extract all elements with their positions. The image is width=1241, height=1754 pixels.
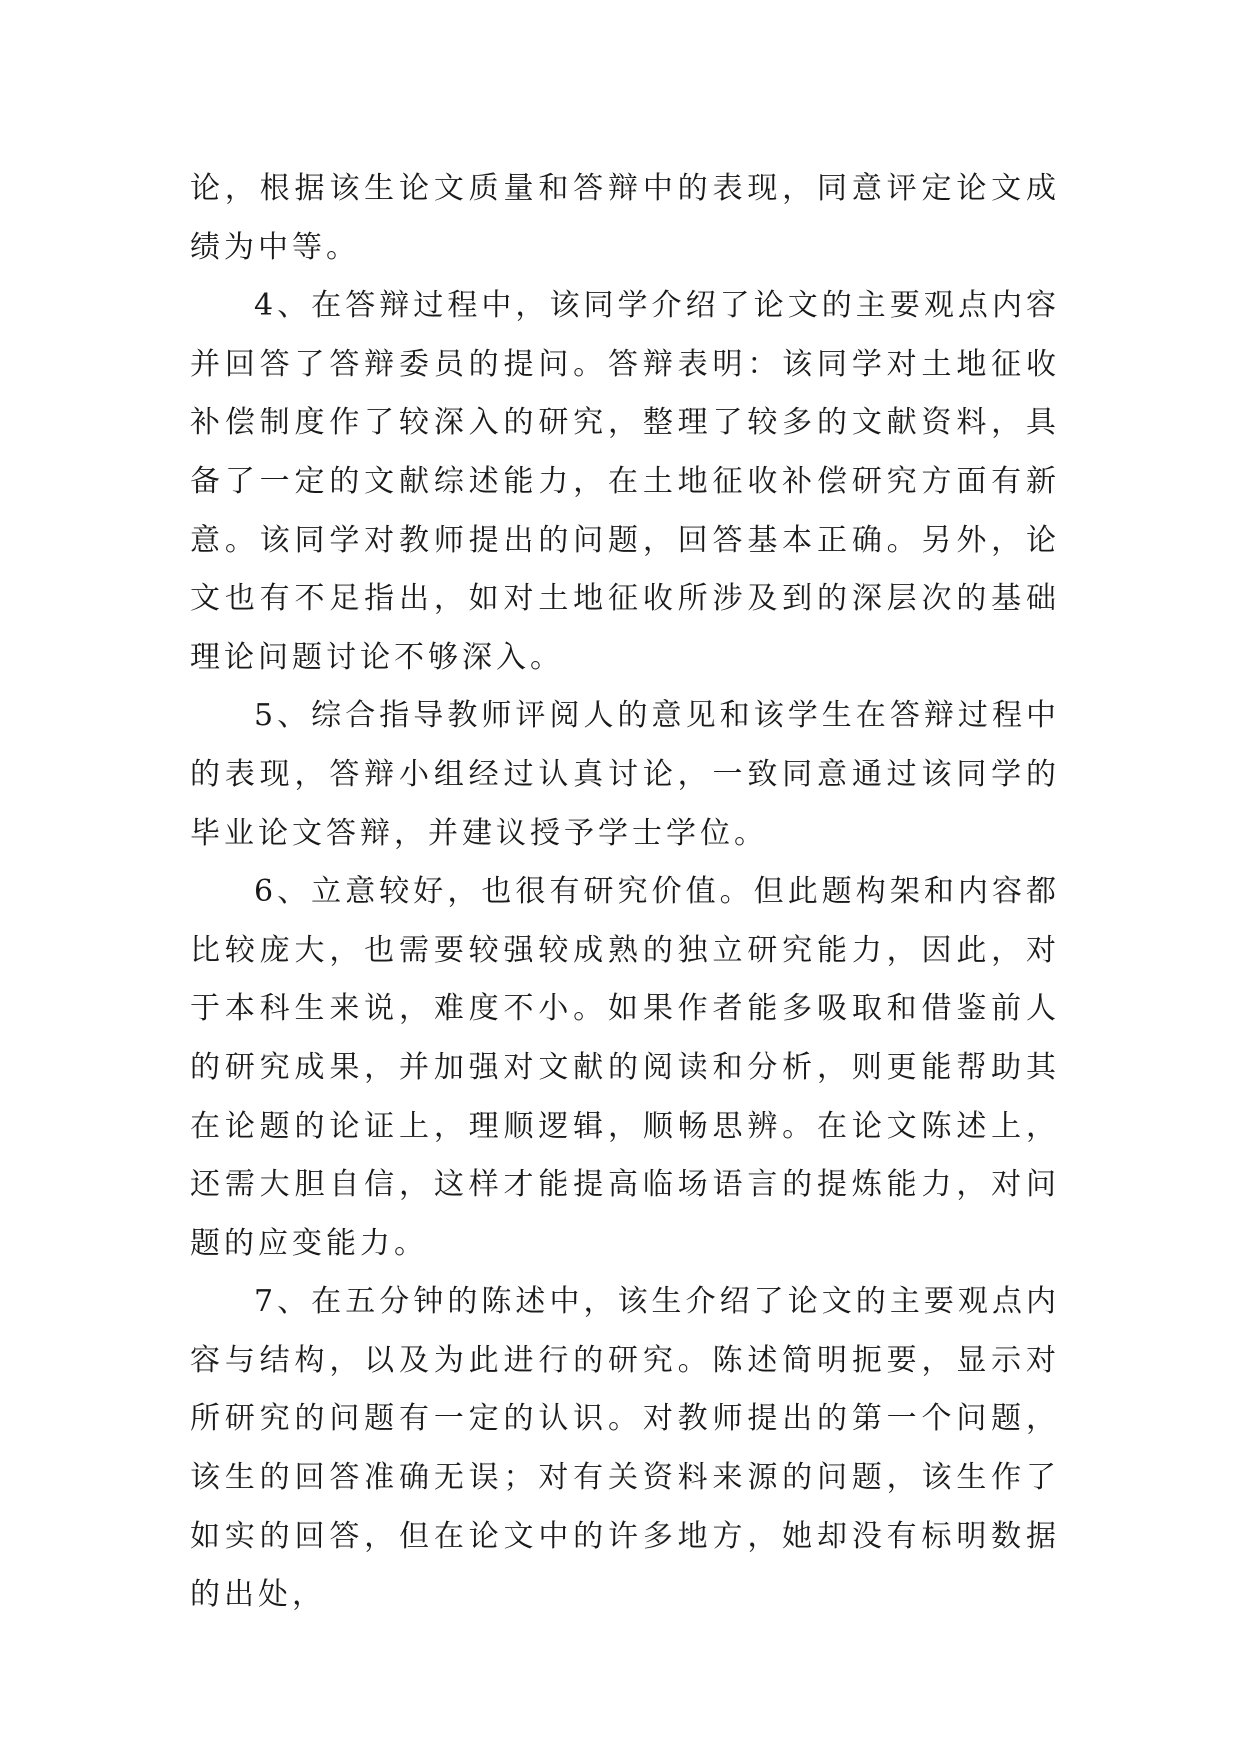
paragraph-item-7: 7、在五分钟的陈述中，该生介绍了论文的主要观点内容与结构，以及为此进行的研究。陈述简明扼要，显示对所研究的问题有一定的认识。对教师提出的第一个问题，该生的回答准确无误；对有关资料来源的问题，该生作了如实的回答，但在论文中的许多地方，她却没有标明数据的出处， xyxy=(190,1284,1060,1613)
paragraph-continuation: 论，根据该生论文质量和答辩中的表现，同意评定论文成绩为中等。 xyxy=(190,171,1060,265)
document-body xyxy=(190,160,1060,1625)
paragraph-item-4: 4、在答辩过程中，该同学介绍了论文的主要观点内容并回答了答辩委员的提问。答辩表明：该同学对土地征收补偿制度作了较深入的研究，整理了较多的文献资料，具备了一定的文献综述能力，在土地征收补偿研究方面有新意。该同学对教师提出的问题，回答基本正确。另外，论文也有不足指出，如对土地征收所涉及到的深层次的基础理论问题讨论不够深入。 xyxy=(190,288,1060,675)
paragraph-item-5: 5、综合指导教师评阅人的意见和该学生在答辩过程中的表现，答辩小组经过认真讨论，一致同意通过该同学的毕业论文答辩，并建议授予学士学位。 xyxy=(190,698,1060,851)
paragraph-item-6: 6、立意较好，也很有研究价值。但此题构架和内容都比较庞大，也需要较强较成熟的独立研究能力，因此，对于本科生来说，难度不小。如果作者能多吸取和借鉴前人的研究成果，并加强对文献的阅读和分析，则更能帮助其在论题的论证上，理顺逻辑，顺畅思辨。在论文陈述上，还需大胆自信，这样才能提高临场语言的提炼能力，对问题的应变能力。 xyxy=(190,874,1060,1261)
